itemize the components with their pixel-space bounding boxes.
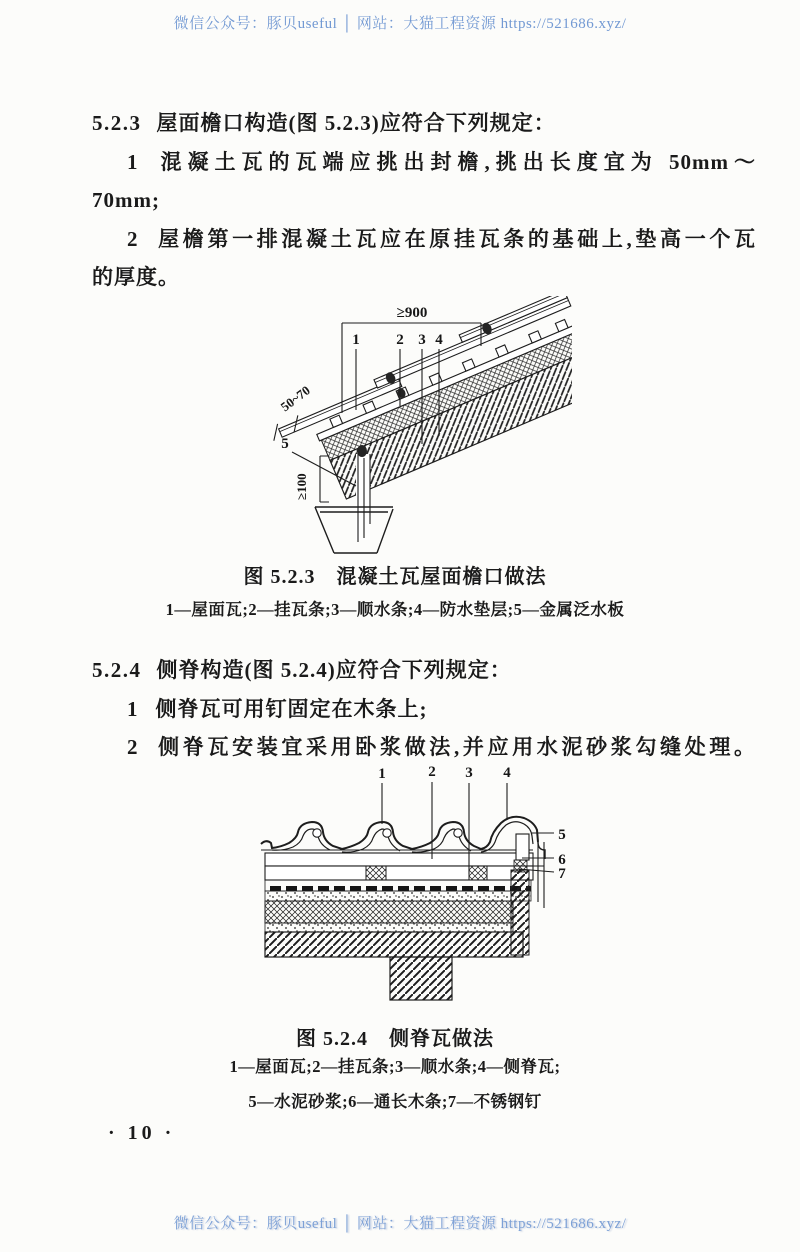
eave-section-diagram — [262, 296, 572, 558]
tile-batten-board — [265, 853, 533, 866]
callout-3: 3 — [465, 765, 473, 781]
section-5-2-3 — [92, 104, 756, 297]
tile-outer-line — [261, 817, 538, 849]
item-1 — [92, 690, 756, 729]
metal-flashing — [356, 445, 370, 542]
page-number: · 10 · — [108, 1122, 176, 1144]
dashed-course-layer — [265, 880, 531, 891]
callout-6: 6 — [558, 852, 566, 868]
figure-5-2-4-caption: 图 5.2.4 侧脊瓦做法 — [296, 1028, 494, 1050]
tile-roll — [454, 829, 462, 837]
screed-layer — [265, 923, 513, 932]
item-2-line-1 — [92, 220, 756, 259]
watermark-top: 微信公众号：豚贝useful │ 网站：大猫工程资源 https://521686.xyz/ — [173, 16, 627, 32]
beam-column — [390, 957, 452, 1000]
item-text: 70mm; — [92, 188, 160, 212]
ridge-layers — [265, 842, 544, 1000]
item-number: 2 — [127, 226, 139, 251]
figure-5-2-4 — [253, 762, 583, 1019]
item-1-line-2 — [92, 181, 756, 220]
item-text: 侧脊瓦可用钉固定在木条上; — [155, 696, 428, 721]
callout-1: 1 — [352, 332, 360, 348]
section-5-2-4 — [92, 651, 756, 767]
callout-5: 5 — [281, 436, 289, 452]
wood-batten-block — [366, 866, 386, 880]
figure-5-2-3-legend: 1—屋面瓦;2—挂瓦条;3—顺水条;4—防水垫层;5—金属泛水板 — [165, 600, 625, 619]
dimension-min-900-label: ≥900 — [396, 305, 428, 321]
ridge-section-diagram — [253, 762, 583, 1014]
roof-layers — [264, 296, 572, 516]
slab-flange — [265, 932, 523, 957]
mortar-bed-layer — [265, 891, 531, 901]
tile-roll — [383, 829, 391, 837]
clause-text: 侧脊构造(图 5.2.4)应符合下列规定： — [156, 658, 512, 682]
item-text: 侧脊瓦安装宜采用卧浆做法,并应用水泥砂浆勾缝处理。 — [155, 735, 756, 759]
clause-text: 屋面檐口构造(图 5.2.3)应符合下列规定： — [156, 111, 556, 135]
section-heading — [92, 651, 756, 690]
item-text: 屋檐第一排混凝土瓦应在原挂瓦条的基础上,垫高一个瓦 — [155, 226, 756, 251]
item-1-line-1 — [92, 143, 756, 182]
clause-number: 5.2.4 — [92, 658, 142, 682]
item-text: 混凝土瓦的瓦端应挑出封檐,挑出长度宜为 50mm～ — [155, 149, 756, 174]
tile-roll — [313, 829, 321, 837]
callout-7: 7 — [558, 866, 566, 882]
ridge-support-batten — [516, 834, 529, 860]
item-2 — [92, 728, 756, 767]
counter-batten-band — [265, 866, 533, 880]
callout-4: 4 — [503, 765, 511, 781]
figure-5-2-3 — [262, 296, 572, 563]
clause-number: 5.2.3 — [92, 111, 142, 135]
fixing-nail — [357, 445, 367, 457]
eave-gutter — [315, 507, 393, 553]
callout-5: 5 — [558, 827, 566, 843]
item-number: 1 — [127, 149, 139, 174]
dimension-overhang-label: 50~70 — [277, 382, 313, 415]
item-text: 的厚度。 — [92, 265, 180, 289]
watermark-bottom: 微信公众号：豚贝useful │ 网站：大猫工程资源 https://521686.xyz/ — [173, 1216, 627, 1232]
callout-4: 4 — [435, 332, 443, 348]
callout-2: 2 — [396, 332, 404, 348]
edge-wall-strip — [511, 870, 529, 955]
nail-fixing-block — [514, 860, 527, 872]
insulation-crosshatch-layer — [265, 901, 513, 923]
section-heading — [92, 104, 756, 143]
figure-5-2-4-legend-line-2: 5—水泥砂浆;6—通长木条;7—不锈钢钉 — [248, 1092, 542, 1111]
callout-3: 3 — [418, 332, 426, 348]
callout-2: 2 — [428, 764, 436, 780]
item-number: 1 — [127, 696, 139, 721]
item-number: 2 — [127, 735, 139, 759]
tile-inner-line — [272, 822, 533, 852]
callout-1: 1 — [378, 766, 386, 782]
wood-batten-block — [469, 866, 487, 880]
figure-5-2-4-legend-line-1: 1—屋面瓦;2—挂瓦条;3—顺水条;4—侧脊瓦; — [229, 1057, 561, 1076]
item-2-line-2 — [92, 258, 756, 297]
figure-5-2-3-caption: 图 5.2.3 混凝土瓦屋面檐口做法 — [243, 566, 547, 588]
dimension-min-100-label: ≥100 — [294, 473, 309, 500]
